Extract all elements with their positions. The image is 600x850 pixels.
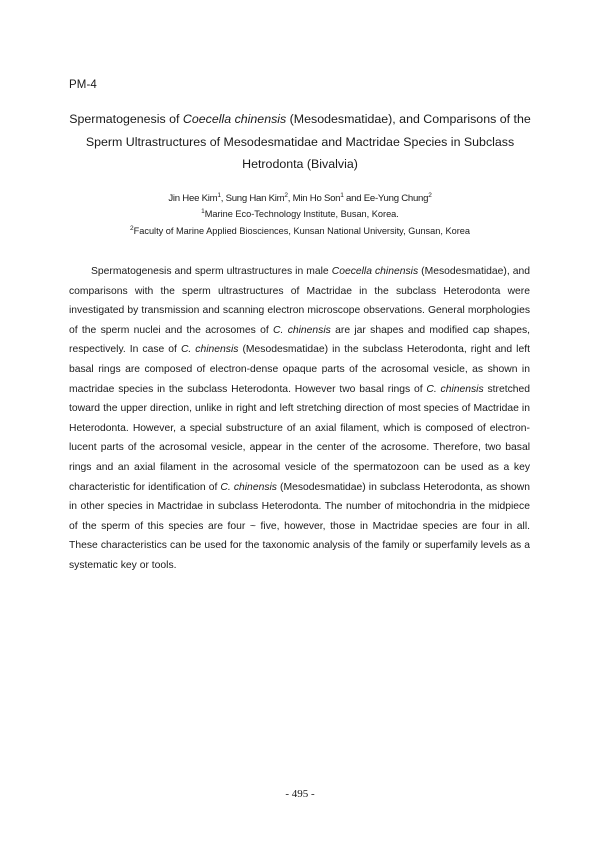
author-name: Ee-Yung Chung: [363, 193, 429, 204]
title-prefix: Spermatogenesis of: [69, 112, 183, 126]
abstract-species: C. chinensis: [180, 344, 239, 356]
page-number: - 495 -: [285, 788, 315, 800]
affiliation-text: Faculty of Marine Applied Biosciences, Kunsan National University, Gunsan, Korea: [133, 226, 470, 236]
title-species: Coecella chinensis: [182, 112, 287, 126]
title-suffix: (Mesodesmatidae), and Comparisons of the Sperm Ultrastructures of Mesodesmatidae and Mactridae Species in Subclass Hetrodonta (Bivalvia): [85, 112, 531, 171]
author-name: Sung Han Kim: [225, 193, 285, 204]
affiliation-mark: 2: [130, 225, 134, 232]
author-separator: and: [343, 193, 364, 204]
abstract-text: Spermatogenesis and sperm ultrastructures in male: [91, 266, 332, 277]
affiliation-1: [60, 209, 540, 219]
author-name: Min Ho Son: [292, 193, 341, 204]
author-name: Jin Hee Kim: [168, 193, 218, 204]
abstract-text: (Mesodesmatidae), and comparisons with the sperm ultrastructures of Mactridae in the subclass Heterodonta were investigated by transmission and scanning electron microscope observations. General morphologies of the sperm nuclei and the acrosomes of: [69, 266, 531, 336]
abstract-text: (Mesodesmatidae) in the subclass Heterodonta, right and left basal rings are composed of electron-dense opaque parts of the acrosomal vesicle, as shown in mactridae species in the subclass Heterodonta. However two basal rings of: [69, 344, 530, 395]
affiliation-mark: 1: [201, 208, 205, 215]
paper-title: [60, 108, 540, 176]
author-list: [60, 193, 540, 204]
abstract-species: Coecella chinensis: [331, 266, 419, 277]
abstract-text: are jar shapes and modified cap shapes, respectively. In case of: [69, 324, 530, 356]
abstract-species: C. chinensis: [273, 324, 331, 336]
abstract-text: (Mesodesmatidae) in subclass Heterodonta, as shown in other species in Mactridae in subclass Heterodonta. The number of mitochondria in the midpiece of the sperm of this species are four ~ five, however, those in Mactridae species are four in all. These characteristics can be used for the taxonomic analysis of the family or superfamily levels as a systematic key or tools.: [69, 481, 530, 571]
affiliation-text: Marine Eco-Technology Institute, Busan, Korea.: [204, 209, 399, 219]
author-separator: ,: [287, 193, 293, 204]
author-separator: ,: [220, 193, 226, 204]
author-affil-mark: 1: [340, 192, 344, 199]
abstract-species: C. chinensis: [426, 383, 484, 395]
abstract-species: C. chinensis: [220, 481, 277, 493]
author-affil-mark: 2: [428, 192, 432, 199]
abstract-text: stretched toward the upper direction, unlike in right and left stretching direction of most species of Mactridae in Heterodonta. However, a special substructure of an axial filament, which is composed of electron-lucent parts of the acrosomal vesicle, appear in the center of the acrosome. Therefore, two basal rings and an axial filament in the acrosomal vesicle of the spermatozoon can be used as a key characteristic for identification of: [69, 383, 530, 493]
abstract-paragraph: [69, 262, 530, 576]
affiliation-2: [60, 226, 540, 236]
author-affil-mark: 2: [284, 192, 288, 199]
session-code: PM-4: [69, 79, 97, 91]
author-affil-mark: 1: [217, 192, 221, 199]
